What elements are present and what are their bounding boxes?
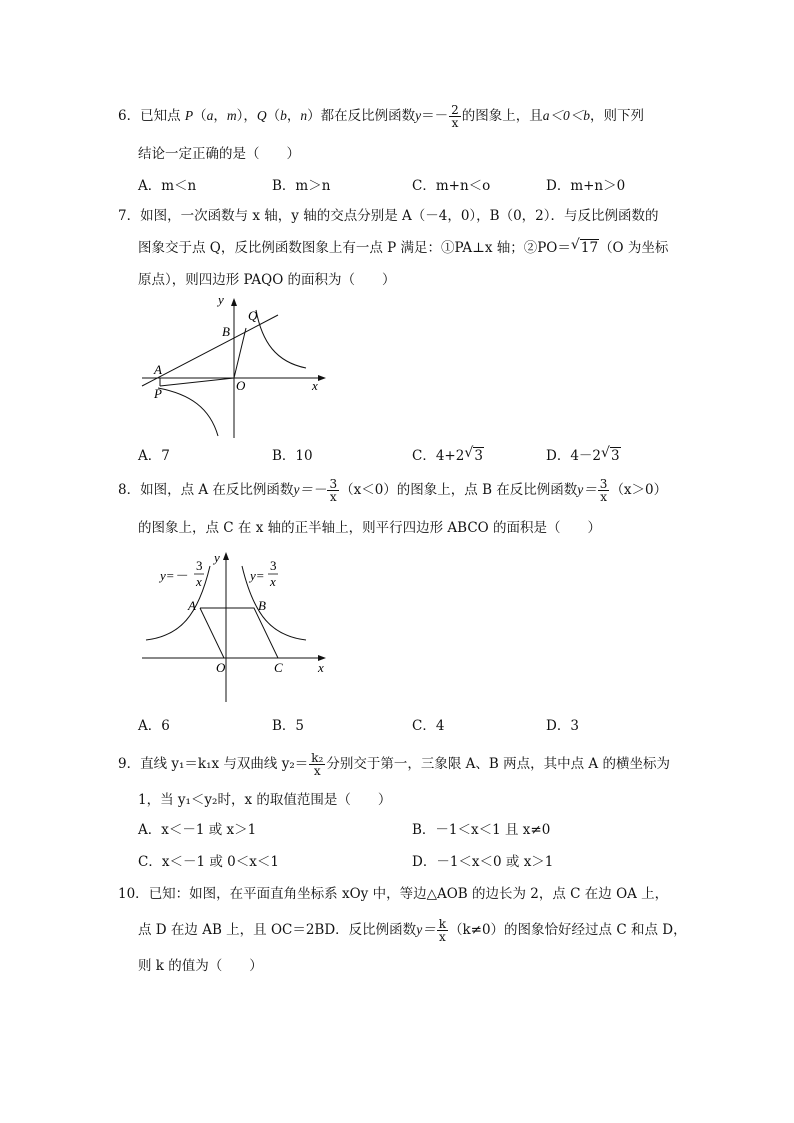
q7-x-arrow [318,375,326,381]
q8-figure [140,548,340,704]
q7-label-x: x [312,378,318,393]
q9-line2: 1，当 y₁＜y₂时，x 的取值范围是（ ） [138,792,392,808]
q9-option-d: D．－1＜x＜0 或 x＞1 [412,854,554,870]
q7-label-O: O [236,378,246,393]
q7-option-b: B．10 [272,448,313,464]
q7-label-P: P [154,386,162,401]
q8-option-d: D．3 [546,718,579,734]
q6-line1: 6．已知点 P（a，m），Q（b，n）都在反比例函数y＝－ $\frac{2}{x}$ 的图象上，且a＜0＜b，则下列 [118,103,645,130]
q8-label-y: y [214,550,220,565]
q7-option-c: C．4+2 √ 3 [412,445,483,464]
svg-text:x: x [270,574,276,589]
q7-line1: 7．如图，一次函数与 x 轴，y 轴的交点分别是 A（－4，0），B（0，2）．与反比例函数的 [118,208,659,224]
q7-label-B: B [222,324,230,339]
svg-text:3: 3 [270,558,277,573]
q7-option-a: A．7 [138,448,170,464]
q8-option-b: B．5 [272,718,305,734]
q7-segment-PO [160,378,234,386]
q8-option-c: C．4 [412,718,445,734]
q7-y-arrow [231,298,237,306]
q7-label-A: A [154,362,162,377]
q9-line1: 9．直线 y₁＝k₁x 与双曲线 y₂＝ $\frac{\text{k₂}}{x}$ 分别交于第一，三象限 A、B 两点，其中点 A 的横坐标为 [118,751,670,778]
q7-sqrt: √ 17 [570,237,599,256]
q7-line3: 原点），则四边形 PAQO 的面积为（ ） [138,272,396,288]
q8-label-O: O [216,660,226,675]
q8-left-eq: y=－ [160,568,188,583]
q10-number: 10． [118,886,149,902]
q8-line2: 的图象上，点 C 在 x 轴的正半轴上，则平行四边形 ABCO 的面积是（ ） [138,520,602,536]
q8-parallelogram [200,608,278,658]
q7-number: 7． [118,208,141,224]
svg-text:x: x [196,574,202,589]
q7-hyperbola-left [158,388,218,436]
q7-figure [138,290,333,440]
q6-number: 6． [118,108,141,124]
q9-option-c: C．x＜－1 或 0＜x＜1 [138,854,279,870]
q7-label-y: y [218,292,224,307]
q7-segment-OQ [234,328,246,378]
q8-right-eq: y= [250,568,265,583]
q8-label-x: x [318,660,324,675]
q6-fraction: $\frac{2}{x}$ [451,103,459,130]
q8-label-A: A [188,598,196,613]
q7-option-d: D．4－2 √ 3 [546,445,620,464]
q10-line3: 则 k 的值为（ ） [138,958,263,974]
q9-option-a: A．x＜－1 或 x＞1 [138,822,257,838]
q6-line2: 结论一定正确的是（ ） [138,146,300,162]
q7-line [142,315,278,386]
q9-option-b: B．－1＜x＜1 且 x≠0 [412,822,551,838]
q9-number: 9． [118,756,141,772]
q8-y-arrow [223,552,229,560]
q8-option-a: A．6 [138,718,170,734]
q8-label-C: C [274,660,283,675]
q7-label-Q: Q [248,308,258,323]
q10-line1: 10．已知：如图，在平面直角坐标系 xOy 中，等边△AOB 的边长为 2，点 C 在边 OA 上， [118,886,669,902]
q6-option-c: C．m+n＜o [412,178,491,194]
q6-option-a: A．m＜n [138,178,197,194]
q8-number: 8． [118,482,141,498]
q7-line2: 图象交于点 Q，反比例函数图象上有一点 P 满足：①PA⊥x 轴；②PO＝ √ 17（O 为坐标 [138,237,669,256]
q6-option-b: B．m＞n [272,178,331,194]
svg-text:3: 3 [196,558,203,573]
q10-line2: 点 D 在边 AB 上，且 OC＝2BD．反比例函数y＝ $\frac{k}{x}$ （k≠0）的图象恰好经过点 C 和点 D， [138,917,687,944]
q8-label-B: B [258,598,266,613]
q6-option-d: D．m+n＞0 [546,178,626,194]
q7-hyperbola-right [256,310,306,368]
q8-line1: 8．如图，点 A 在反比例函数y＝－ $\frac{3}{x}$ （x＜0）的图象上，点 B 在反比例函数y＝ $\frac{3}{x}$ （x＞0） [118,477,668,504]
